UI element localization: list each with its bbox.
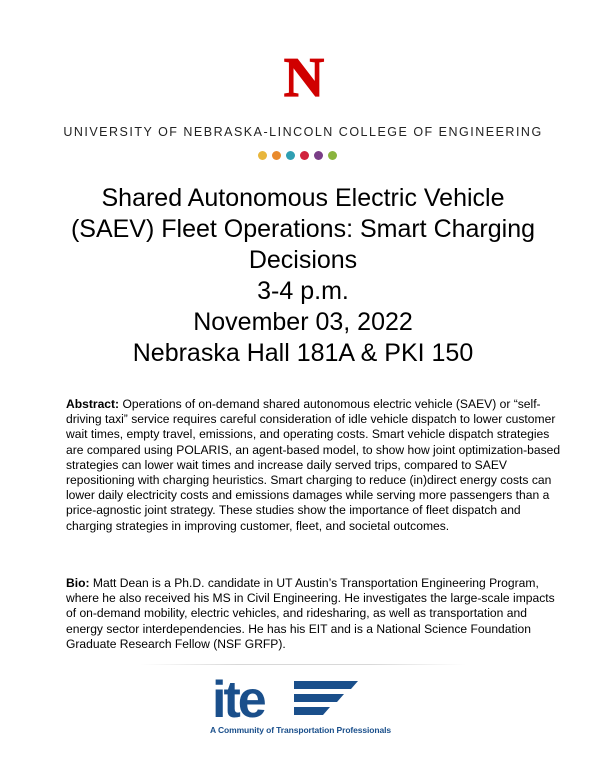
bio-label: Bio:: [66, 576, 90, 590]
ite-logo: [210, 673, 360, 723]
event-time: 3-4 p.m.: [257, 277, 349, 305]
color-dot: [258, 151, 267, 160]
color-dot: [314, 151, 323, 160]
college-name: UNIVERSITY OF NEBRASKA-LINCOLN COLLEGE OF ENGINEERING: [63, 125, 543, 139]
bio-paragraph: [66, 576, 566, 652]
color-dot: [328, 151, 337, 160]
ite-stripe: [294, 681, 358, 689]
color-dots: [258, 151, 337, 160]
logo-letter: N: [283, 50, 325, 102]
color-dot: [286, 151, 295, 160]
title-line: Shared Autonomous Electric Vehicle: [101, 184, 505, 212]
event-date: November 03, 2022: [193, 308, 413, 336]
abstract-text: Operations of on-demand shared autonomous electric vehicle (SAEV) or “self-driving taxi” service requires careful consideration of idle vehicle dispatch to lower customer wait times, empty travel, emissions, and operating costs. Smart vehicle dispatch strategies are compared using POLARIS, an agent-based model, to show how joint optimization-based strategies can lower wait times and increase daily served trips, compared to SAEV repositioning with charging heuristics. Smart charging to reduce (in)direct energy costs can lower daily electricity costs and emissions damages while serving more passengers than a price-agnostic joint strategy. These studies show the importance of fleet dispatch and charging strategies in improving customer, fleet, and societal outcomes.: [66, 397, 561, 533]
abstract-label: Abstract:: [66, 397, 120, 411]
nebraska-n-logo: [278, 50, 330, 102]
ite-stripe: [294, 707, 330, 715]
event-location: Nebraska Hall 181A & PKI 150: [132, 339, 474, 367]
divider: [140, 664, 466, 665]
color-dot: [272, 151, 281, 160]
bio-text: Matt Dean is a Ph.D. candidate in UT Austin’s Transportation Engineering Program, where he also received his MS in Civil Engineering. He investigates the large-scale impacts of on-demand mobility, electric vehicles, and ridesharing, as well as transportation and energy sector interdependencies. He has his EIT and is a National Science Foundation Graduate Research Fellow (NSF GRFP).: [66, 576, 555, 651]
title-line: (SAEV) Fleet Operations: Smart Charging: [70, 215, 536, 243]
event-title-block: [20, 183, 586, 369]
ite-letters: ite: [212, 673, 264, 723]
color-dot: [300, 151, 309, 160]
ite-tagline: A Community of Transportation Professionals: [210, 725, 391, 735]
title-line: Decisions: [248, 246, 358, 274]
abstract-paragraph: [66, 397, 566, 534]
ite-stripe: [294, 694, 344, 702]
